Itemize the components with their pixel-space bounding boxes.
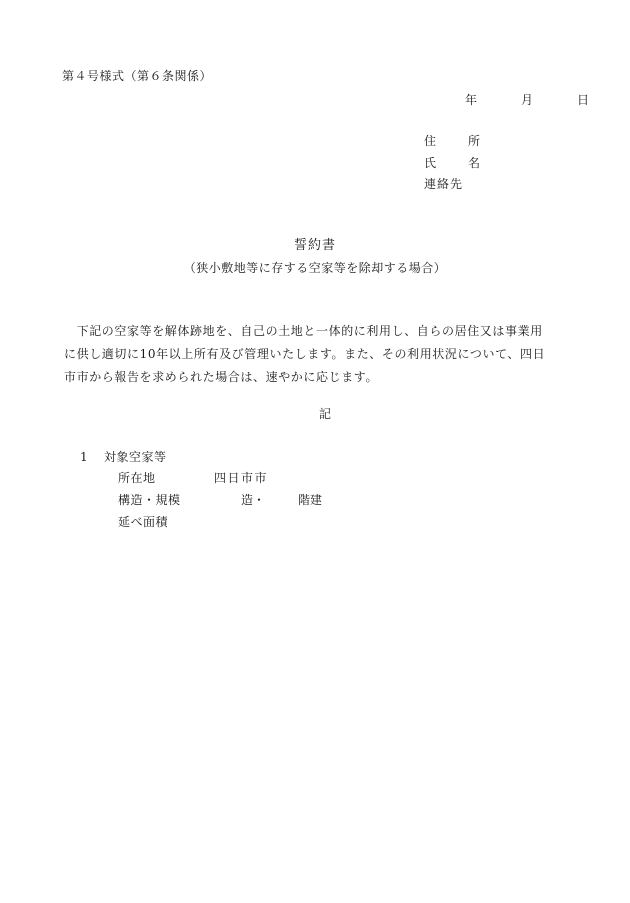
structure-zo-label: 造・ [241, 493, 266, 507]
name-label: 氏 名 [424, 156, 491, 170]
contact-label: 連絡先 [424, 177, 464, 191]
pledge-line: 下記の空家等を解体跡地を、自己の土地と一体的に利用し、自らの居住又は事業用 [64, 324, 543, 338]
floor-area-label: 延べ面積 [118, 515, 169, 529]
date-month-label: 月 [521, 93, 534, 107]
form-number: 第４号様式（第６条関係） [62, 69, 213, 83]
address-label: 住 所 [424, 134, 491, 148]
date-day-label: 日 [577, 93, 590, 107]
ki-heading: 記 [318, 407, 331, 421]
structure-kai-label: 階建 [298, 493, 323, 507]
pledge-body [64, 320, 594, 389]
location-label: 所在地 [118, 471, 156, 485]
location-value: 四日市市 [214, 471, 269, 485]
document-subtitle: （狭小敷地等に存する空家等を除却する場合） [183, 261, 447, 275]
date-year-label: 年 [465, 93, 478, 107]
item-number: 1 [80, 450, 88, 464]
item-title: 対象空家等 [104, 450, 167, 464]
structure-label: 構造・規模 [118, 493, 181, 507]
document-title: 誓約書 [293, 238, 336, 253]
pledge-line: 市市から報告を求められた場合は、速やかに応じます。 [64, 370, 379, 384]
pledge-line: に供し適切に10年以上所有及び管理いたします。また、その利用状況について、四日 [64, 347, 546, 361]
